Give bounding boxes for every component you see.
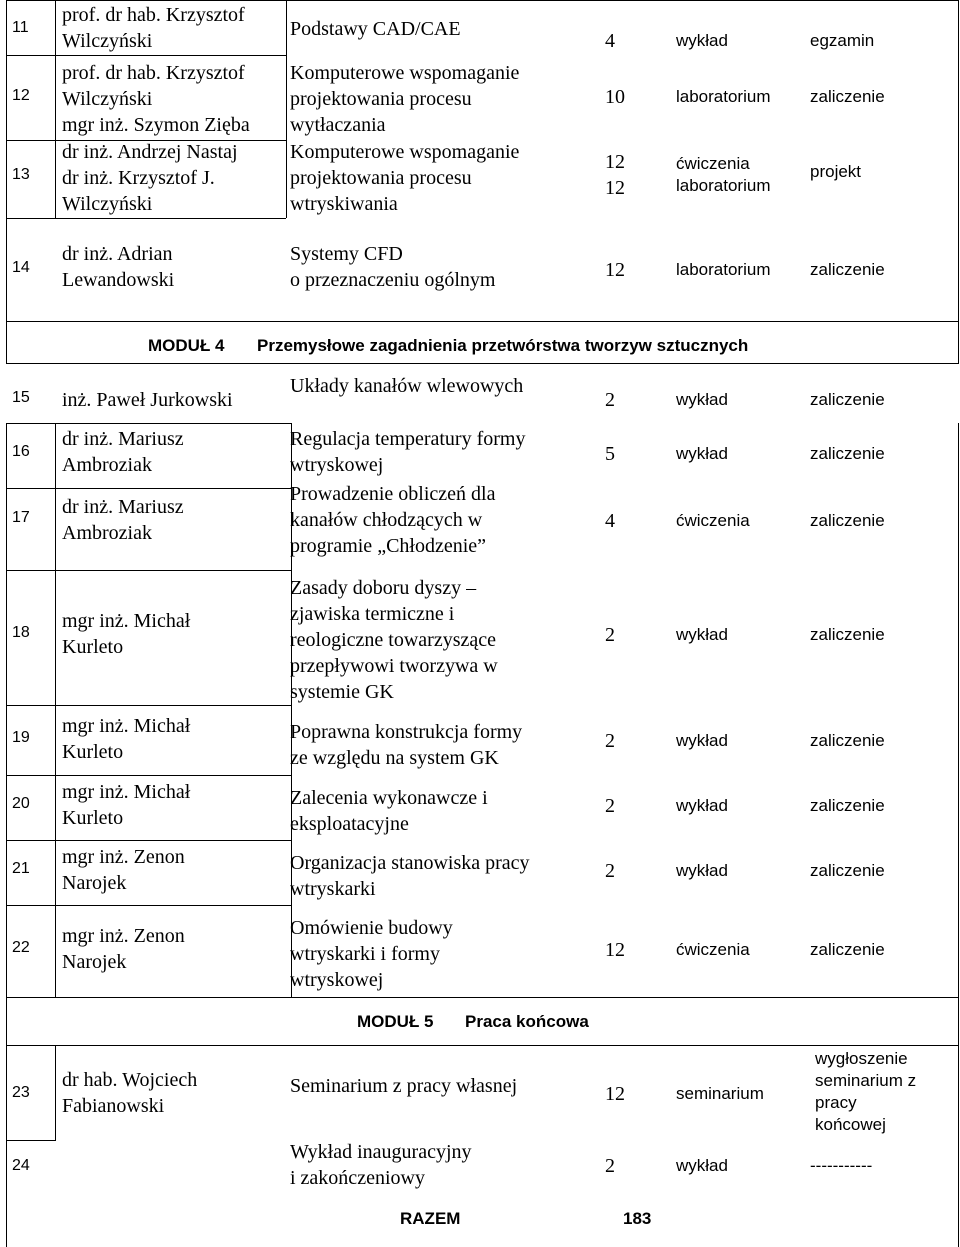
subject-title: wtryskarki: [290, 878, 376, 900]
subject-title: projektowania procesu: [290, 88, 472, 110]
credit-label: zaliczenie: [810, 444, 885, 463]
subject-title: kanałów chłodzących w: [290, 509, 483, 531]
credit-label: zaliczenie: [810, 731, 885, 750]
lecturer-name: dr inż. Mariusz: [62, 428, 184, 450]
hours-value: 2: [605, 730, 615, 752]
row-number: 14: [12, 259, 30, 276]
total-value: 183: [623, 1209, 652, 1228]
row-number: 15: [12, 389, 30, 406]
grid-line: [6, 1045, 958, 1046]
subject-title: Komputerowe wspomaganie: [290, 141, 520, 163]
subject-title: Zalecenia wykonawcze i: [290, 787, 488, 809]
lecturer-name: Ambroziak: [62, 454, 152, 476]
hours-value: 2: [605, 1155, 615, 1177]
lecturer-name: Narojek: [62, 951, 127, 973]
subject-title: Omówienie budowy: [290, 917, 453, 939]
subject-title: zjawiska termiczne i: [290, 603, 455, 625]
row-number: 22: [12, 939, 30, 956]
credit-label: zaliczenie: [810, 796, 885, 815]
grid-line: [958, 0, 959, 364]
subject-title: przepływowi tworzywa w: [290, 655, 498, 677]
credit-label: pracy: [815, 1093, 857, 1112]
lecturer-name: Kurleto: [62, 741, 124, 763]
lecturer-name: inż. Paweł Jurkowski: [62, 389, 233, 411]
row-number: 16: [12, 443, 30, 460]
subject-title: wtryskarki i formy: [290, 943, 440, 965]
hours-value: 4: [605, 510, 615, 532]
subject-title: ze względu na system GK: [290, 747, 499, 769]
hours-value: 12: [605, 259, 625, 281]
subject-title: projektowania procesu: [290, 167, 472, 189]
credit-label: seminarium z: [815, 1071, 917, 1090]
subject-title: reologiczne towarzyszące: [290, 629, 496, 651]
grid-line: [6, 423, 7, 1247]
subject-title: Prowadzenie obliczeń dla: [290, 483, 496, 505]
form-label: ćwiczenia: [676, 940, 750, 959]
hours-value: 2: [605, 389, 615, 411]
credit-label: -----------: [810, 1156, 873, 1175]
row-number: 21: [12, 860, 30, 877]
subject-title: wtryskowej: [290, 969, 384, 991]
grid-line: [286, 0, 287, 218]
subject-title: i zakończeniowy: [290, 1167, 425, 1189]
subject-title: Systemy CFD: [290, 243, 403, 265]
grid-line: [6, 218, 286, 219]
grid-line: [6, 905, 291, 906]
lecturer-name: Wilczyński: [62, 193, 153, 215]
hours-value: 2: [605, 795, 615, 817]
lecturer-name: dr hab. Wojciech: [62, 1069, 198, 1091]
credit-label: zaliczenie: [810, 390, 885, 409]
grid-line: [55, 423, 56, 998]
form-label: wykład: [676, 1156, 728, 1175]
form-label: laboratorium: [676, 176, 771, 195]
lecturer-name: prof. dr hab. Krzysztof: [62, 4, 245, 26]
lecturer-name: dr inż. Andrzej Nastaj: [62, 141, 238, 163]
subject-title: wytłaczania: [290, 114, 386, 136]
lecturer-name: Lewandowski: [62, 269, 175, 291]
subject-title: Komputerowe wspomaganie: [290, 62, 520, 84]
module4-label: MODUŁ 4: [148, 336, 225, 355]
lecturer-name: Kurleto: [62, 636, 124, 658]
lecturer-name: Fabianowski: [62, 1095, 165, 1117]
lecturer-name: prof. dr hab. Krzysztof: [62, 62, 245, 84]
hours-value: 10: [605, 86, 625, 108]
form-label: wykład: [676, 444, 728, 463]
row-number: 17: [12, 509, 30, 526]
subject-title: Organizacja stanowiska pracy: [290, 852, 530, 874]
subject-title: Zasady doboru dyszy –: [290, 577, 477, 599]
subject-title: systemie GK: [290, 681, 394, 703]
form-label: seminarium: [676, 1084, 764, 1103]
grid-line: [55, 1045, 56, 1140]
hours-value: 4: [605, 30, 615, 52]
grid-line: [6, 0, 958, 1]
subject-title: Regulacja temperatury formy: [290, 428, 526, 450]
lecturer-name: Kurleto: [62, 807, 124, 829]
grid-line: [6, 423, 291, 424]
form-label: laboratorium: [676, 87, 771, 106]
lecturer-name: mgr inż. Michał: [62, 715, 191, 737]
row-number: 12: [12, 87, 30, 104]
total-label: RAZEM: [400, 1209, 461, 1228]
credit-label: egzamin: [810, 31, 875, 50]
form-label: ćwiczenia: [676, 154, 750, 173]
lecturer-name: Ambroziak: [62, 522, 152, 544]
row-number: 20: [12, 795, 30, 812]
hours-value: 5: [605, 443, 615, 465]
module5-label: MODUŁ 5: [357, 1012, 434, 1031]
subject-title: programie „Chłodzenie”: [290, 535, 487, 557]
credit-label: zaliczenie: [810, 87, 885, 106]
module4-title: Przemysłowe zagadnienia przetwórstwa tworzyw sztucznych: [257, 336, 749, 355]
subject-title: wtryskiwania: [290, 193, 398, 215]
module5-title: Praca końcowa: [465, 1012, 589, 1031]
form-label: wykład: [676, 731, 728, 750]
subject-title: Podstawy CAD/CAE: [290, 18, 461, 40]
form-label: wykład: [676, 861, 728, 880]
row-number: 24: [12, 1157, 30, 1174]
hours-value: 12: [605, 939, 625, 961]
grid-line: [6, 775, 291, 776]
subject-title: Układy kanałów wlewowych: [290, 375, 524, 397]
hours-value: 12: [605, 177, 625, 199]
lecturer-name: mgr inż. Michał: [62, 781, 191, 803]
subject-title: eksploatacyjne: [290, 813, 409, 835]
grid-line: [55, 0, 56, 218]
lecturer-name: Wilczyński: [62, 88, 153, 110]
subject-title: Poprawna konstrukcja formy: [290, 721, 523, 743]
lecturer-name: mgr inż. Zenon: [62, 925, 185, 947]
hours-value: 2: [605, 860, 615, 882]
credit-label: wygłoszenie: [815, 1049, 908, 1068]
grid-line: [6, 363, 958, 364]
form-label: wykład: [676, 625, 728, 644]
lecturer-name: mgr inż. Szymon Zięba: [62, 114, 250, 136]
form-label: wykład: [676, 390, 728, 409]
grid-line: [6, 1140, 56, 1141]
form-label: ćwiczenia: [676, 511, 750, 530]
subject-title: Seminarium z pracy własnej: [290, 1075, 518, 1097]
form-label: wykład: [676, 31, 728, 50]
row-number: 13: [12, 166, 30, 183]
hours-value: 12: [605, 1083, 625, 1105]
lecturer-name: Wilczyński: [62, 30, 153, 52]
hours-value: 12: [605, 151, 625, 173]
grid-line: [6, 997, 958, 998]
grid-line: [6, 55, 286, 56]
credit-label: zaliczenie: [810, 940, 885, 959]
hours-value: 2: [605, 624, 615, 646]
row-number: 23: [12, 1084, 30, 1101]
form-label: wykład: [676, 796, 728, 815]
lecturer-name: dr inż. Adrian: [62, 243, 173, 265]
credit-label: zaliczenie: [810, 861, 885, 880]
credit-label: zaliczenie: [810, 260, 885, 279]
lecturer-name: mgr inż. Zenon: [62, 846, 185, 868]
lecturer-name: dr inż. Krzysztof J.: [62, 167, 215, 189]
grid-line: [6, 705, 291, 706]
credit-label: zaliczenie: [810, 625, 885, 644]
credit-label: zaliczenie: [810, 511, 885, 530]
grid-line: [6, 570, 291, 571]
row-number: 11: [12, 19, 29, 36]
lecturer-name: mgr inż. Michał: [62, 610, 191, 632]
grid-line: [6, 840, 291, 841]
grid-line: [958, 423, 959, 1247]
grid-line: [6, 321, 958, 322]
form-label: laboratorium: [676, 260, 771, 279]
lecturer-name: Narojek: [62, 872, 127, 894]
subject-title: Wykład inauguracyjny: [290, 1141, 472, 1163]
row-number: 19: [12, 729, 30, 746]
lecturer-name: dr inż. Mariusz: [62, 496, 184, 518]
row-number: 18: [12, 624, 30, 641]
credit-label: końcowej: [815, 1115, 886, 1134]
credit-label: projekt: [810, 162, 862, 181]
subject-title: o przeznaczeniu ogólnym: [290, 269, 496, 291]
grid-line: [6, 488, 291, 489]
subject-title: wtryskowej: [290, 454, 384, 476]
